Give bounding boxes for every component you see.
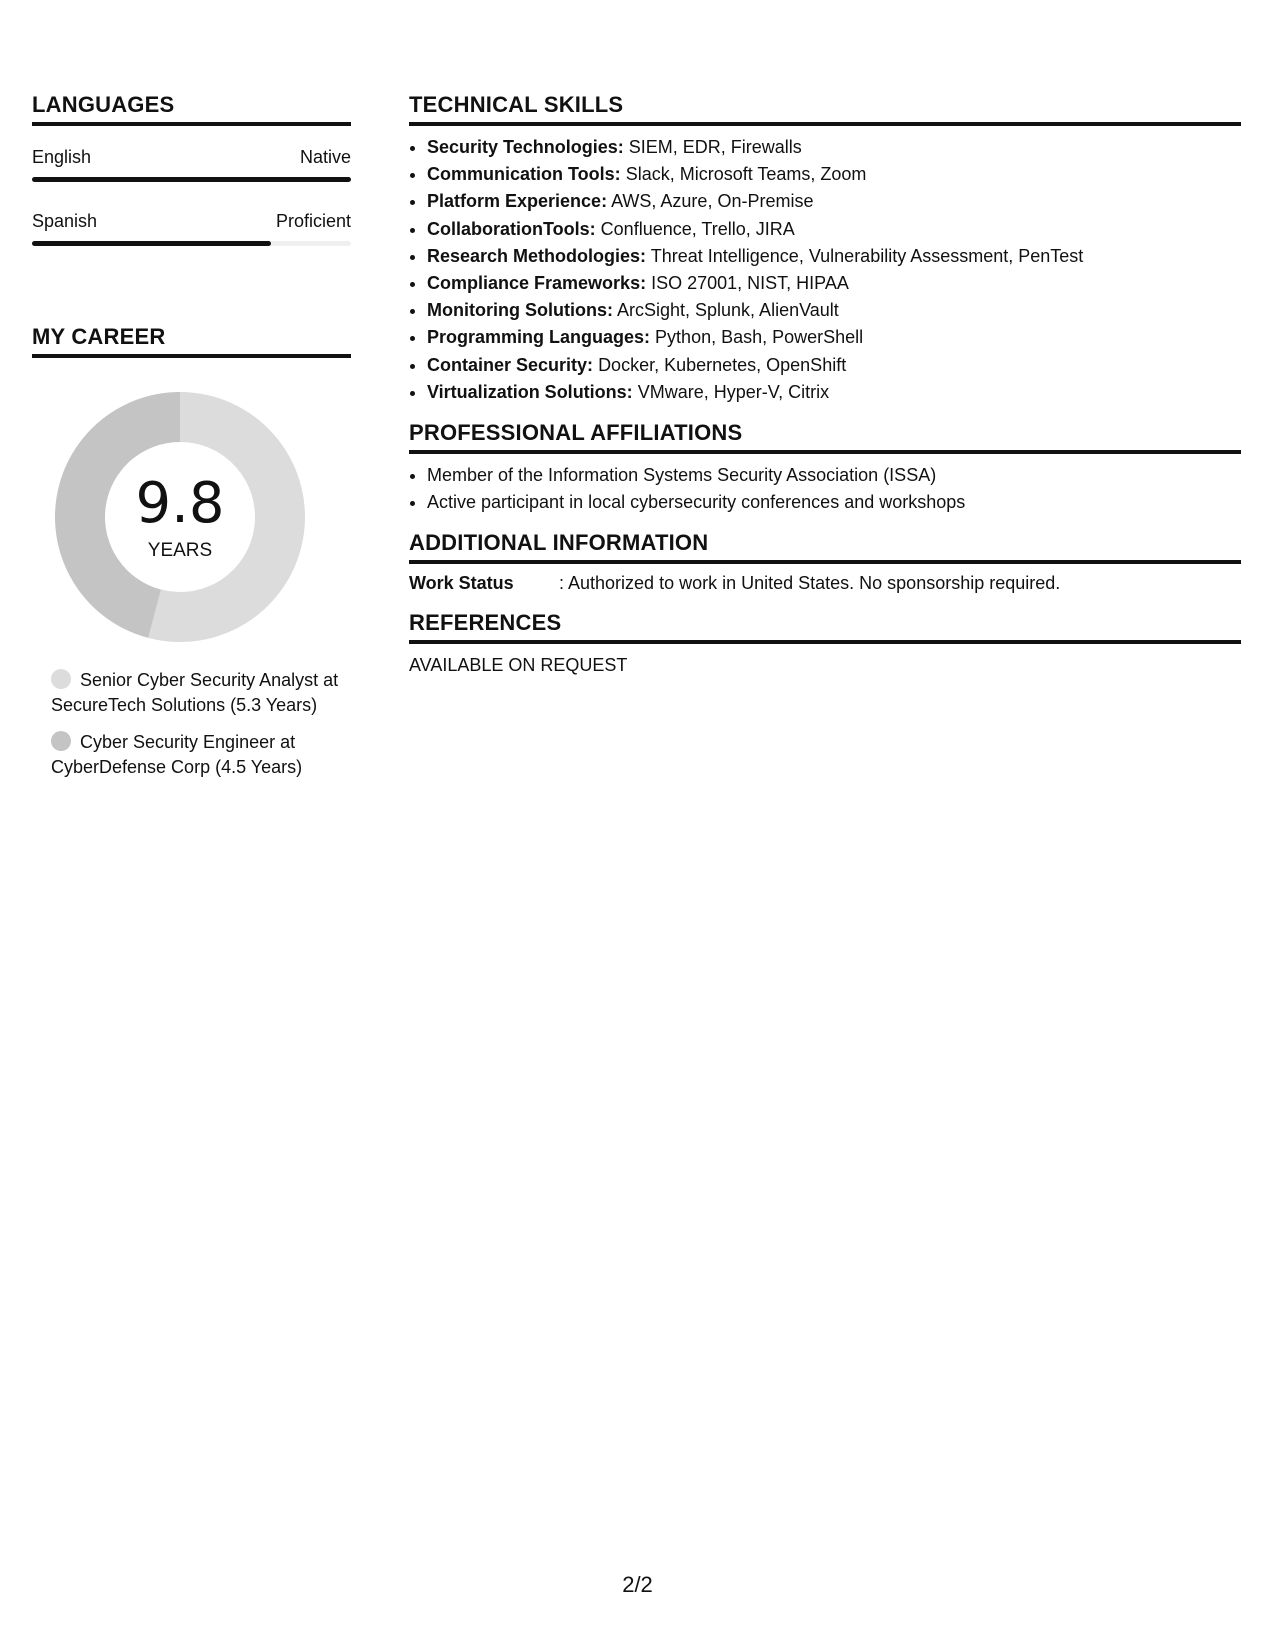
career-legend-item [51, 668, 341, 718]
language-proficiency-fill [32, 241, 271, 246]
skills-list [409, 134, 1241, 406]
skill-value: ArcSight, Splunk, AlienVault [616, 300, 839, 321]
skill-item [427, 352, 1241, 379]
skill-value: Python, Bash, PowerShell [655, 327, 864, 348]
career-donut-chart [55, 392, 305, 642]
skill-item [427, 270, 1241, 297]
skill-value: ISO 27001, NIST, HIPAA [651, 273, 849, 294]
legend-dot [51, 731, 71, 751]
page-number: 2/2 [622, 1572, 653, 1597]
languages-list [32, 146, 351, 246]
skill-item [427, 297, 1241, 324]
language-name: English [32, 147, 92, 167]
career-legend-label: Senior Cyber Security Analyst at SecureTech Solutions (5.3 Years) [51, 670, 339, 715]
language-item [32, 210, 351, 246]
skill-value: SIEM, EDR, Firewalls [628, 137, 802, 157]
skill-label: Monitoring Solutions: [427, 300, 613, 321]
skill-label: Security Technologies: [427, 137, 624, 157]
technical-skills-section [409, 92, 1241, 406]
skill-label: Research Methodologies: [427, 245, 647, 266]
donut-center [55, 392, 305, 642]
affiliation-item: • Active participant in local cybersecurity conferences and workshops [427, 489, 1241, 516]
career-total-unit: YEARS [147, 540, 213, 561]
affiliations-heading: PROFESSIONAL AFFILIATIONS [409, 420, 1241, 454]
skill-label: Programming Languages: [427, 327, 651, 348]
language-item [32, 146, 351, 182]
skill-item [427, 216, 1241, 243]
skill-item [427, 188, 1241, 215]
references-text: AVAILABLE ON REQUEST [409, 655, 628, 676]
affiliations-list [409, 462, 1241, 516]
skill-label: Container Security: [427, 354, 594, 375]
affiliation-item: • Member of the Information Systems Security Association (ISSA) [427, 462, 1241, 489]
work-status-row [409, 573, 1241, 594]
skill-item [427, 134, 1241, 161]
legend-dot [51, 669, 71, 689]
left-column [32, 92, 351, 792]
right-column [409, 92, 1241, 676]
skill-value: Threat Intelligence, Vulnerability Assessment, PenTest [650, 245, 1084, 266]
work-status-label: Work Status [409, 573, 514, 594]
career-legend [51, 668, 341, 780]
additional-info-heading: ADDITIONAL INFORMATION [409, 530, 1241, 564]
skill-label: Platform Experience: [427, 191, 608, 212]
technical-skills-heading: TECHNICAL SKILLS [409, 92, 1241, 126]
skill-label: Virtualization Solutions: [427, 381, 633, 402]
skill-item [427, 243, 1241, 270]
language-proficiency-bar [32, 241, 351, 246]
language-proficiency-fill [32, 177, 351, 182]
career-legend-item [51, 730, 341, 780]
languages-section [32, 92, 351, 246]
skill-item [427, 324, 1241, 351]
additional-info-section [409, 530, 1241, 594]
language-level: Native [299, 147, 351, 167]
references-heading: REFERENCES [409, 610, 1241, 644]
skill-item [427, 161, 1241, 188]
skill-value: Confluence, Trello, JIRA [600, 218, 795, 239]
skill-label: Communication Tools: [427, 164, 621, 185]
language-name: Spanish [32, 211, 98, 231]
skill-item [427, 379, 1241, 406]
references-section [409, 610, 1241, 676]
career-heading: MY CAREER [32, 324, 351, 358]
skill-value: Slack, Microsoft Teams, Zoom [625, 164, 867, 185]
skill-label: Compliance Frameworks: [427, 273, 647, 294]
skill-value: VMware, Hyper-V, Citrix [637, 381, 830, 402]
career-total-years: 9.8 [135, 471, 225, 536]
career-section [32, 324, 351, 780]
career-legend-label: Cyber Security Engineer at CyberDefense Corp (4.5 Years) [51, 732, 303, 777]
language-proficiency-bar [32, 177, 351, 182]
work-status-value: : Authorized to work in United States. No sponsorship required. [559, 573, 1061, 594]
skill-label: CollaborationTools: [427, 218, 596, 239]
language-level: Proficient [275, 211, 351, 231]
skill-value: AWS, Azure, On-Premise [611, 191, 814, 212]
skill-value: Docker, Kubernetes, OpenShift [598, 354, 847, 375]
languages-heading: LANGUAGES [32, 92, 351, 126]
affiliations-section [409, 420, 1241, 516]
